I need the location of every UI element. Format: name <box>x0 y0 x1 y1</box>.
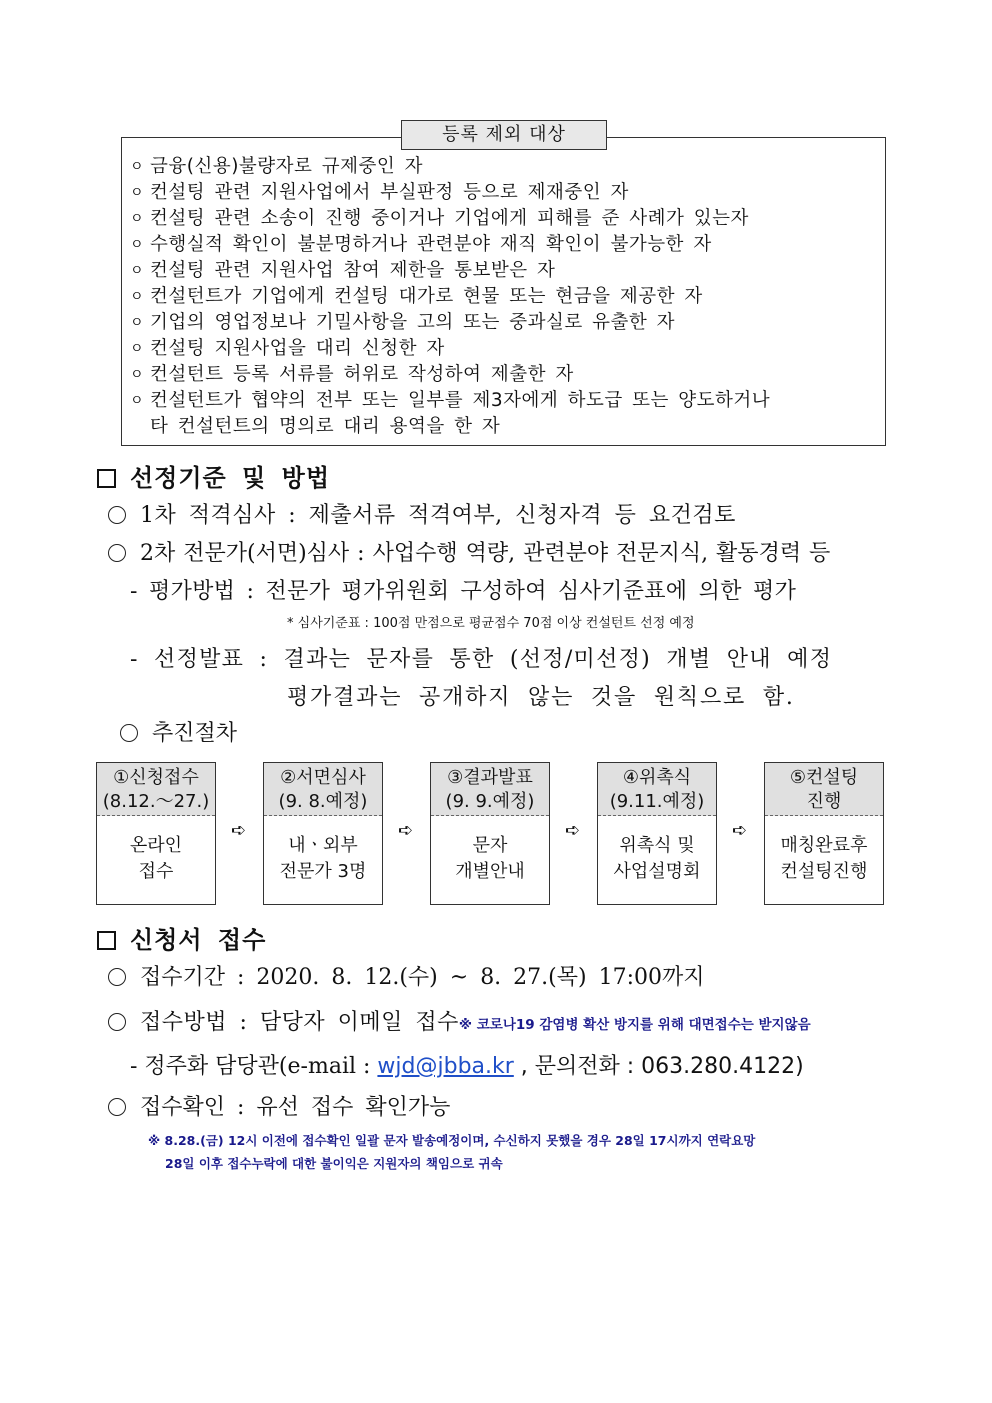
bullet-icon: ㅇ <box>130 263 145 279</box>
confirm-line: 접수확인 : 유선 접수 확인가능 <box>108 1090 450 1121</box>
email-link[interactable]: wjd@jbba.kr <box>377 1054 514 1079</box>
contact-line: - 정주화 담당관(e-mail : wjd@jbba.kr , 문의전화 : 063.280.4122) <box>130 1054 804 1079</box>
list-item-continuation: 타 컨설턴트의 명의로 대리 용역을 한 자 <box>150 416 501 437</box>
arrow-right-icon: ➪ <box>398 820 414 841</box>
procedure-label: 추진절차 <box>120 716 237 747</box>
step-header: ②서면심사 (9. 8.예정) <box>264 763 382 816</box>
square-bullet-icon <box>97 469 116 488</box>
confirm-note-1: ※ 8.28.(금) 12시 이전에 접수확인 일괄 문자 발송예정이며, 수신하지 못했을 경우 28일 17시까지 연락요망 <box>148 1133 756 1148</box>
bullet-icon: ㅇ <box>130 393 145 409</box>
period-line: 접수기간 : 2020. 8. 12.(수) ~ 8. 27.(목) 17:00까지 <box>108 960 704 991</box>
process-step-5 <box>764 762 884 905</box>
bullet-icon: ㅇ <box>130 159 145 175</box>
first-review-line: 1차 적격심사 : 제출서류 적격여부, 신청자격 등 요건검토 <box>108 498 736 529</box>
list-item: ㅇ 수행실적 확인이 불분명하거나 관련분야 재직 확인이 불가능한 자 <box>130 232 770 258</box>
method-note: ※ 코로나19 감염병 확산 방지를 위해 대면접수는 받지않음 <box>458 1017 811 1033</box>
application-heading: 신청서 접수 <box>97 920 266 955</box>
bullet-icon: ㅇ <box>130 289 145 305</box>
method-line: 접수방법 : 담당자 이메일 접수※ 코로나19 감염병 확산 방지를 위해 대면접수는 받지않음 <box>108 1005 811 1036</box>
bullet-icon: ㅇ <box>130 315 145 331</box>
list-item: ㅇ 컨설턴트 등록 서류를 허위로 작성하여 제출한 자 <box>130 362 770 388</box>
step-header: ①신청접수 (8.12.～27.) <box>97 763 215 816</box>
process-step-4 <box>597 762 717 905</box>
bullet-icon: ㅇ <box>130 237 145 253</box>
circle-bullet-icon <box>108 506 126 524</box>
step-body: 위촉식 및 사업설명회 <box>613 835 701 882</box>
process-step-3 <box>430 762 550 905</box>
step-header: ④위촉식 (9.11.예정) <box>598 763 716 816</box>
step-body: 문자 개별안내 <box>455 835 525 882</box>
exclusion-list <box>130 154 770 440</box>
list-item: ㅇ 컨설팅 지원사업을 대리 신청한 자 <box>130 336 770 362</box>
list-item: ㅇ 컨설팅 관련 소송이 진행 중이거나 기업에게 피해를 준 사례가 있는자 <box>130 206 770 232</box>
list-item: ㅇ 컨설턴트가 기업에게 컨설팅 대가로 현물 또는 현금을 제공한 자 <box>130 284 770 310</box>
step-header: ③결과발표 (9. 9.예정) <box>431 763 549 816</box>
eval-method-line: - 평가방법 : 전문가 평가위원회 구성하여 심사기준표에 의한 평가 <box>130 579 797 604</box>
bullet-icon: ㅇ <box>130 211 145 227</box>
circle-bullet-icon <box>120 724 138 742</box>
list-item: ㅇ 기업의 영업정보나 기밀사항을 고의 또는 중과실로 유출한 자 <box>130 310 770 336</box>
step-body: 온라인 접수 <box>129 835 183 882</box>
exclusion-title: 등록 제외 대상 <box>401 120 607 150</box>
selection-heading: 선정기준 및 방법 <box>97 458 330 493</box>
announce-line-1: - 선정발표 : 결과는 문자를 통한 (선정/미선정) 개별 안내 예정 <box>130 647 833 672</box>
process-step-1 <box>96 762 216 905</box>
circle-bullet-icon <box>108 1013 126 1031</box>
second-review-line: 2차 전문가(서면)심사 : 사업수행 역량, 관련분야 전문지식, 활동경력 등 <box>108 536 830 567</box>
list-item: ㅇ 금융(신용)불량자로 규제중인 자 <box>130 154 770 180</box>
arrow-right-icon: ➪ <box>231 820 247 841</box>
step-header: ⑤컨설팅 진행 <box>765 763 883 816</box>
step-body: 매칭완료후 컨설팅진행 <box>780 835 868 882</box>
announce-line-2: 평가결과는 공개하지 않는 것을 원칙으로 함. <box>287 685 795 710</box>
process-step-2 <box>263 762 383 905</box>
eval-criteria-note: * 심사기준표 : 100점 만점으로 평균점수 70점 이상 컨설턴트 선정 예정 <box>287 616 695 631</box>
list-item: ㅇ 컨설턴트가 협약의 전부 또는 일부를 제3자에게 하도급 또는 양도하거나 타 컨설턴트의 명의로 대리 용역을 한 자 <box>130 388 770 440</box>
list-item: ㅇ 컨설팅 관련 지원사업 참여 제한을 통보받은 자 <box>130 258 770 284</box>
bullet-icon: ㅇ <box>130 367 145 383</box>
arrow-right-icon: ➪ <box>732 820 748 841</box>
bullet-icon: ㅇ <box>130 341 145 357</box>
circle-bullet-icon <box>108 1098 126 1116</box>
circle-bullet-icon <box>108 544 126 562</box>
bullet-icon: ㅇ <box>130 185 145 201</box>
list-item: ㅇ 컨설팅 관련 지원사업에서 부실판정 등으로 제재중인 자 <box>130 180 770 206</box>
arrow-right-icon: ➪ <box>565 820 581 841</box>
square-bullet-icon <box>97 931 116 950</box>
step-body: 내ㆍ외부 전문가 3명 <box>279 835 367 882</box>
confirm-note-2: 28일 이후 접수누락에 대한 불이익은 지원자의 책임으로 귀속 <box>165 1156 503 1171</box>
circle-bullet-icon <box>108 968 126 986</box>
